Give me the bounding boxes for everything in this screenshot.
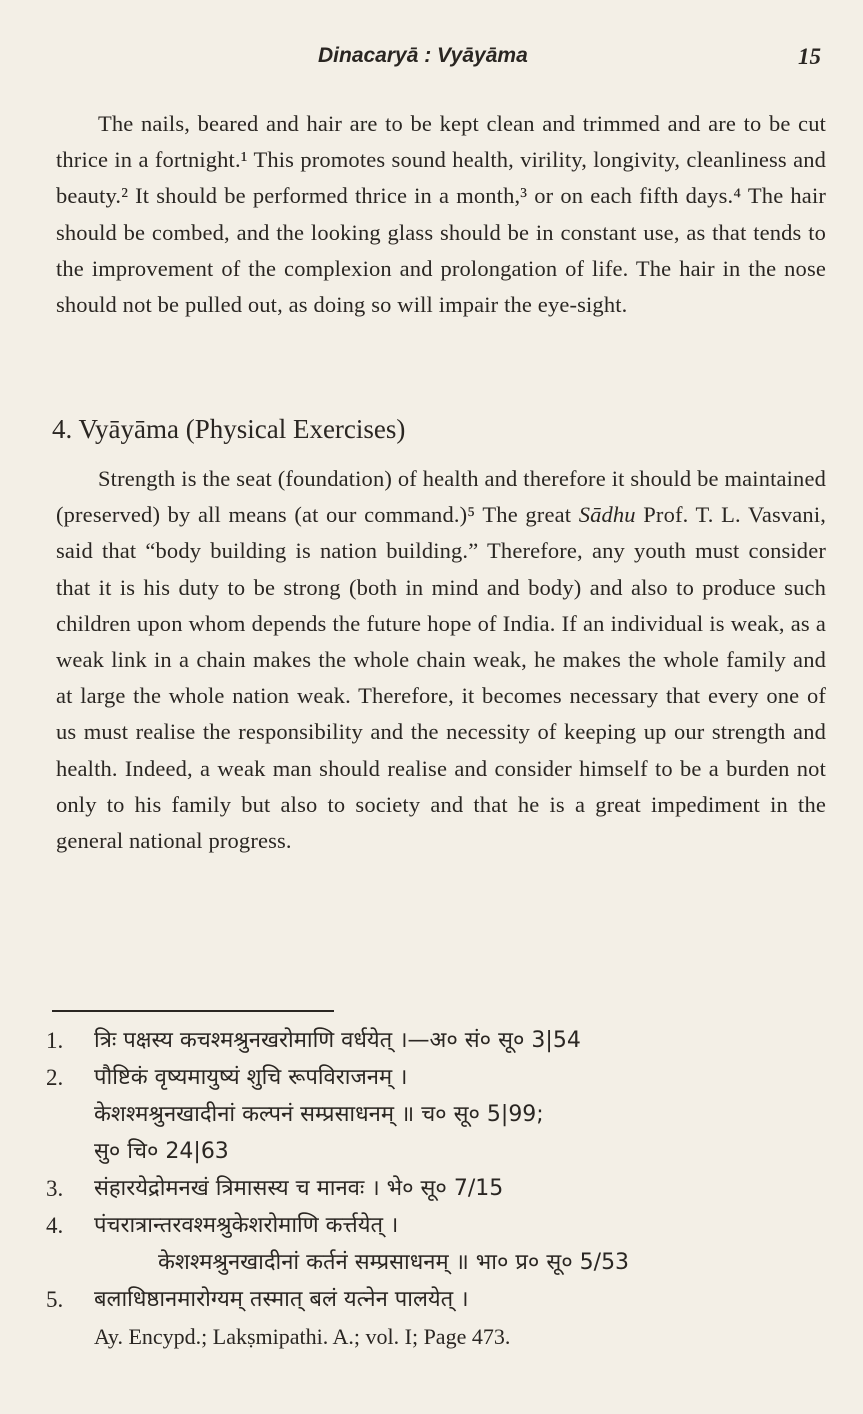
page-number: 15 — [798, 44, 821, 69]
footnote-number: 3. — [46, 1176, 64, 1201]
footnote-text: पौष्टिकं वृष्यमायुष्यं शुचि रूपविराजनम् । — [94, 1065, 408, 1090]
paragraph-text — [56, 461, 826, 859]
footnote-number: 4. — [46, 1213, 64, 1238]
footnote-text: त्रिः पक्षस्य कचश्मश्रुनखरोमाणि वर्धयेत् ।—अ० सं० सू० 3|54 — [94, 1028, 581, 1053]
running-title: Dinacaryā : Vyāyāma — [318, 44, 528, 67]
italic-term: Sādhu — [578, 502, 636, 528]
footnote-source: Ay. Encypd.; Lakṣmipathi. A.; vol. I; Page 473. — [94, 1324, 511, 1349]
footnote-3 — [46, 1170, 826, 1207]
footnote-4-cont — [46, 1244, 826, 1281]
page-header — [0, 44, 863, 76]
footnotes — [46, 1022, 826, 1355]
footnote-5-source — [46, 1318, 826, 1355]
footnote-5 — [46, 1281, 826, 1318]
footnote-number: 1. — [46, 1028, 64, 1053]
paragraph-nails-hair — [56, 106, 826, 323]
footnote-1 — [46, 1022, 826, 1059]
footnote-2 — [46, 1059, 826, 1096]
footnote-divider — [52, 1010, 334, 1012]
footnote-text: पंचरात्रान्तरवश्मश्रुकेशरोमाणि कर्त्तयेत् । — [94, 1213, 399, 1238]
paragraph-strength — [56, 461, 826, 859]
footnote-4 — [46, 1207, 826, 1244]
footnote-text: संहारयेद्रोमनखं त्रिमासस्य च मानवः । भे० सू० 7/15 — [94, 1176, 504, 1201]
footnote-text: केशश्मश्रुनखादीनां कर्तनं सम्प्रसाधनम् ॥ भा० प्र० सू० 5/53 — [158, 1250, 630, 1275]
footnote-number: 5. — [46, 1287, 64, 1312]
footnote-text: केशश्मश्रुनखादीनां कल्पनं सम्प्रसाधनम् ॥ च० सू० 5|99; — [94, 1102, 544, 1127]
paragraph-text-part: Strength is the seat (foundation) of health and therefore it should be maintained (preserved) by all means (at our command.)⁵ The great — [56, 466, 826, 528]
section-heading: 4. Vyāyāma (Physical Exercises) — [52, 414, 406, 444]
footnote-2-cont — [46, 1096, 826, 1133]
footnote-number: 2. — [46, 1065, 64, 1090]
footnote-text: बलाधिष्ठानमारोग्यम् तस्मात् बलं यत्नेन पालयेत् । — [94, 1287, 469, 1312]
footnote-2-cont — [46, 1133, 826, 1170]
paragraph-text: The nails, beared and hair are to be kept clean and trimmed and are to be cut thrice in a fortnight.¹ This promotes sound health, virility, longivity, cleanliness and beauty.² It should be performed thrice in a month,³ or on each fifth days.⁴ The hair should be combed, and the looking glass should be in constant use, as that tends to the improvement of the complexion and prolongation of life. The hair in the nose should not be pulled out, as doing so will impair the eye-sight. — [56, 111, 826, 318]
paragraph-text-part: Prof. T. L. Vasvani, said that “body building is nation building.” Therefore, any youth must consider that it is his duty to be strong (both in mind and body) and also to produce such children upon whom depends the future hope of India. If an individual is weak, as a weak link in a chain makes the whole chain weak, he makes the whole family and at large the whole nation weak. Therefore, it becomes necessary that every one of us must realise the responsibility and the necessity of keeping up our strength and health. Indeed, a weak man should realise and consider himself to be a burden not only to his family but also to society and that he is a great impediment in the general national progress. — [56, 502, 827, 854]
footnote-text: सु० चि० 24|63 — [94, 1139, 229, 1164]
